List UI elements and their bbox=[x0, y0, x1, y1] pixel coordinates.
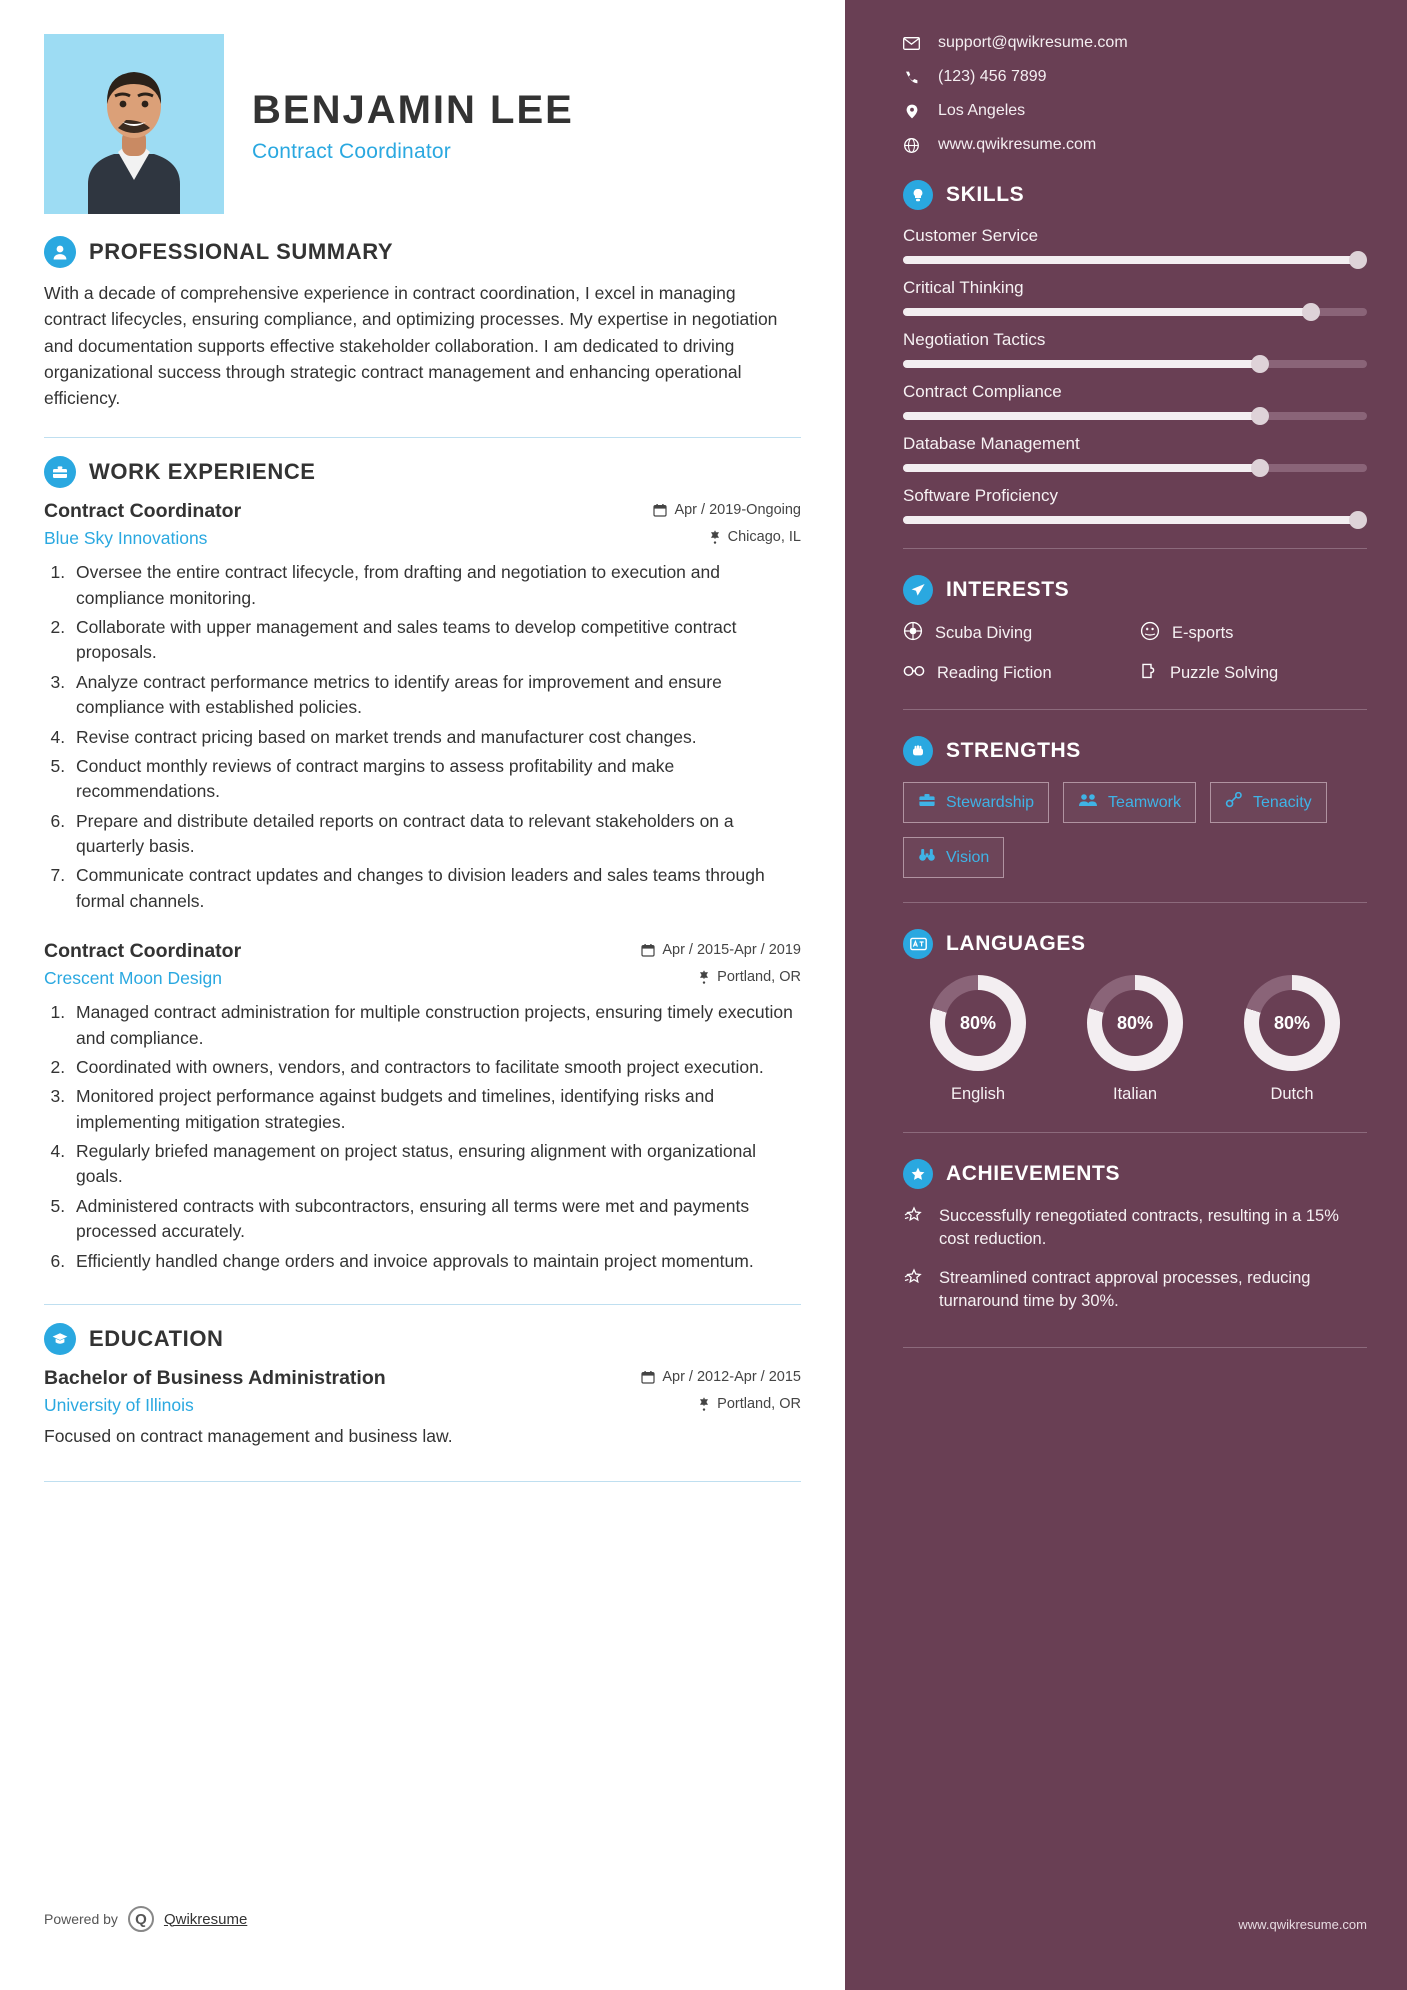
education-entry-row bbox=[44, 1390, 801, 1416]
skill-bar[interactable] bbox=[903, 516, 1367, 524]
strength-label: Tenacity bbox=[1252, 793, 1312, 811]
section-education bbox=[44, 1323, 801, 1447]
briefcase-icon bbox=[918, 792, 936, 813]
star-icon bbox=[903, 1267, 925, 1313]
avatar bbox=[44, 34, 224, 214]
section-title: PROFESSIONAL SUMMARY bbox=[89, 239, 394, 264]
list-item: 2. Collaborate with upper management and sales teams to develop competitive contract proposals. bbox=[70, 615, 801, 666]
divider bbox=[903, 1132, 1367, 1133]
work-job-title: Contract Coordinator bbox=[44, 500, 242, 523]
language-badge-icon bbox=[903, 929, 933, 959]
skill-label: Software Proficiency bbox=[903, 486, 1058, 505]
section-title: ACHIEVEMENTS bbox=[946, 1162, 1121, 1185]
calendar-icon bbox=[641, 943, 655, 957]
user-icon bbox=[44, 236, 76, 268]
skill-label: Customer Service bbox=[903, 226, 1039, 245]
strength-item bbox=[903, 837, 1004, 878]
work-job-title: Contract Coordinator bbox=[44, 940, 242, 963]
achievement-item bbox=[903, 1205, 1367, 1251]
strength-label: Stewardship bbox=[946, 793, 1035, 811]
list-item: 4. Revise contract pricing based on market trends and manufacturer cost changes. bbox=[70, 725, 801, 750]
languages-grid bbox=[903, 975, 1367, 1104]
skill-label: Critical Thinking bbox=[903, 278, 1024, 297]
achievement-text: Successfully renegotiated contracts, resulting in a 15% cost reduction. bbox=[939, 1207, 1339, 1249]
interest-label: Reading Fiction bbox=[937, 664, 1052, 682]
section-title: WORK EXPERIENCE bbox=[89, 459, 316, 485]
skill-bar[interactable] bbox=[903, 412, 1367, 420]
divider bbox=[903, 709, 1367, 710]
language-label: Dutch bbox=[1270, 1085, 1314, 1103]
list-item: 6. Prepare and distribute detailed reports on contract data to relevant stakeholders on a quarterly basis. bbox=[70, 809, 801, 860]
language-item bbox=[903, 975, 1053, 1104]
language-item bbox=[1060, 975, 1210, 1104]
strength-label: Vision bbox=[946, 848, 990, 866]
work-entry-row bbox=[44, 500, 801, 523]
section-title: STRENGTHS bbox=[946, 739, 1081, 762]
summary-text: With a decade of comprehensive experience in contract coordination, I excel in managing contract lifecycles, ensuring compliance, and optimizing processes. My expertise in negotiation and documentation supports effective stakeholder collaboration. I am dedicated to driving organizational success through strategic contract management and enhancing operational efficiency. bbox=[44, 283, 778, 408]
location-icon bbox=[903, 104, 920, 119]
calendar-icon bbox=[641, 1370, 655, 1384]
section-header bbox=[903, 180, 1367, 210]
divider bbox=[903, 548, 1367, 549]
bulb-icon bbox=[903, 180, 933, 210]
team-icon bbox=[1078, 792, 1098, 813]
divider bbox=[44, 437, 801, 438]
work-entry-row bbox=[44, 940, 801, 963]
job-role-subtitle: Contract Coordinator bbox=[252, 140, 451, 163]
skill-item bbox=[903, 382, 1367, 420]
section-title: LANGUAGES bbox=[946, 932, 1086, 955]
education-entry-row bbox=[44, 1367, 801, 1390]
skill-label: Negotiation Tactics bbox=[903, 330, 1046, 349]
interest-item bbox=[903, 662, 1130, 685]
language-label: English bbox=[950, 1085, 1006, 1103]
list-item: 7. Communicate contract updates and changes to division leaders and sales teams through formal channels. bbox=[70, 863, 801, 914]
briefcase-icon bbox=[44, 456, 76, 488]
divider bbox=[903, 1347, 1367, 1348]
puzzle-icon bbox=[1140, 662, 1158, 685]
list-item: 6. Efficiently handled change orders and invoice approvals to maintain project momentum. bbox=[70, 1249, 801, 1274]
contact-website[interactable] bbox=[903, 136, 1367, 154]
divider bbox=[44, 1304, 801, 1305]
contact-location-text: Los Angeles bbox=[938, 102, 1026, 119]
work-dates bbox=[653, 502, 801, 518]
skill-bar[interactable] bbox=[903, 308, 1367, 316]
skill-label: Contract Compliance bbox=[903, 382, 1062, 401]
language-label: Italian bbox=[1112, 1085, 1158, 1103]
contact-website-text: www.qwikresume.com bbox=[938, 136, 1097, 153]
skill-item bbox=[903, 278, 1367, 316]
resume-header bbox=[44, 34, 801, 214]
list-item: 1. Managed contract administration for multiple construction projects, ensuring timely execution and compliance. bbox=[70, 1000, 801, 1051]
esports-icon bbox=[1140, 621, 1160, 646]
skill-item bbox=[903, 226, 1367, 264]
language-item bbox=[1217, 975, 1367, 1104]
star-badge-icon bbox=[903, 1159, 933, 1189]
contact-phone-text: (123) 456 7899 bbox=[938, 68, 1047, 85]
pin-icon bbox=[709, 530, 721, 544]
list-item: 3. Analyze contract performance metrics to identify areas for improvement and ensure compliance with established policies. bbox=[70, 670, 801, 721]
section-professional-summary bbox=[44, 236, 801, 411]
education-location bbox=[698, 1396, 801, 1412]
name-block bbox=[252, 34, 574, 164]
send-icon bbox=[903, 575, 933, 605]
language-value: 80% bbox=[945, 990, 1011, 1056]
section-title: INTERESTS bbox=[946, 578, 1070, 601]
work-location-text: Portland, OR bbox=[717, 969, 801, 986]
section-header bbox=[44, 236, 801, 268]
strength-item bbox=[903, 782, 1049, 823]
strength-item bbox=[1063, 782, 1196, 823]
skill-item bbox=[903, 434, 1367, 472]
star-icon bbox=[903, 1205, 925, 1251]
achievement-text: Streamlined contract approval processes, reducing turnaround time by 30%. bbox=[939, 1269, 1311, 1311]
skill-item bbox=[903, 486, 1367, 524]
resume-sidebar bbox=[845, 0, 1407, 1990]
section-header bbox=[44, 1323, 801, 1355]
skill-label: Database Management bbox=[903, 434, 1080, 453]
globe-icon bbox=[903, 138, 920, 153]
qwikresume-link[interactable]: Qwikresume bbox=[163, 1910, 248, 1928]
language-donut bbox=[1087, 975, 1183, 1071]
contact-list bbox=[903, 34, 1367, 154]
work-bullets bbox=[70, 1000, 801, 1274]
interest-label: E-sports bbox=[1172, 624, 1234, 642]
education-dates bbox=[641, 1369, 801, 1385]
section-strengths bbox=[903, 736, 1367, 878]
section-title: EDUCATION bbox=[89, 1325, 224, 1351]
qwikresume-logo-icon: Q bbox=[128, 1906, 154, 1932]
interest-label: Scuba Diving bbox=[935, 624, 1033, 642]
pin-icon bbox=[698, 970, 710, 984]
section-achievements bbox=[903, 1159, 1367, 1313]
work-location-text: Chicago, IL bbox=[727, 529, 801, 546]
work-entry bbox=[44, 500, 801, 914]
contact-email[interactable] bbox=[903, 34, 1367, 52]
list-item: 2. Coordinated with owners, vendors, and contractors to facilitate smooth project execution. bbox=[70, 1055, 801, 1080]
achievement-item bbox=[903, 1267, 1367, 1313]
work-dates-text: Apr / 2019-Ongoing bbox=[674, 502, 801, 519]
sidebar-footer-site: www.qwikresume.com bbox=[1238, 1917, 1367, 1932]
section-header bbox=[903, 575, 1367, 605]
list-item: 5. Conduct monthly reviews of contract margins to assess profitability and make recommendations. bbox=[70, 754, 801, 805]
page-title: BENJAMIN LEE bbox=[252, 88, 574, 132]
language-donut bbox=[1244, 975, 1340, 1071]
education-school: University of Illinois bbox=[44, 1394, 194, 1415]
contact-location bbox=[903, 102, 1367, 120]
section-work-experience bbox=[44, 456, 801, 1274]
work-dates bbox=[641, 942, 801, 958]
work-company: Crescent Moon Design bbox=[44, 968, 222, 989]
interests-grid bbox=[903, 621, 1367, 685]
section-header bbox=[903, 929, 1367, 959]
footer-branding bbox=[44, 1906, 247, 1932]
calendar-icon bbox=[653, 503, 667, 517]
skill-bar[interactable] bbox=[903, 464, 1367, 472]
strengths-grid bbox=[903, 782, 1367, 878]
contact-phone[interactable] bbox=[903, 68, 1367, 86]
link-icon bbox=[1225, 792, 1243, 813]
glasses-icon bbox=[903, 664, 925, 683]
fist-icon bbox=[903, 736, 933, 766]
phone-icon bbox=[903, 70, 920, 85]
email-icon bbox=[903, 37, 920, 50]
divider bbox=[44, 1481, 801, 1482]
language-value: 80% bbox=[1102, 990, 1168, 1056]
section-header bbox=[903, 736, 1367, 766]
strength-label: Teamwork bbox=[1108, 793, 1181, 811]
work-bullets bbox=[70, 560, 801, 914]
education-description: Focused on contract management and business law. bbox=[44, 1425, 453, 1446]
work-dates-text: Apr / 2015-Apr / 2019 bbox=[662, 942, 801, 959]
section-header bbox=[44, 456, 801, 488]
interest-label: Puzzle Solving bbox=[1170, 664, 1279, 682]
pin-icon bbox=[698, 1397, 710, 1411]
skill-item bbox=[903, 330, 1367, 368]
work-entry-row bbox=[44, 523, 801, 549]
interest-item bbox=[1140, 621, 1367, 646]
section-interests bbox=[903, 575, 1367, 685]
list-item: 3. Monitored project performance against budgets and timelines, identifying risks and implementing mitigation strategies. bbox=[70, 1084, 801, 1135]
divider bbox=[903, 902, 1367, 903]
scuba-icon bbox=[903, 621, 923, 646]
section-header bbox=[903, 1159, 1367, 1189]
interest-item bbox=[903, 621, 1130, 646]
section-skills bbox=[903, 180, 1367, 524]
interest-item bbox=[1140, 662, 1367, 685]
work-location bbox=[709, 529, 801, 545]
skill-bar[interactable] bbox=[903, 256, 1367, 264]
strength-item bbox=[1210, 782, 1327, 823]
binoculars-icon bbox=[918, 847, 936, 868]
contact-email-text: support@qwikresume.com bbox=[938, 34, 1128, 51]
work-entry-row bbox=[44, 963, 801, 989]
graduation-cap-icon bbox=[44, 1323, 76, 1355]
education-location-text: Portland, OR bbox=[717, 1395, 801, 1412]
list-item: 4. Regularly briefed management on project status, ensuring alignment with organizational goals. bbox=[70, 1139, 801, 1190]
list-item: 1. Oversee the entire contract lifecycle, from drafting and negotiation to execution and compliance monitoring. bbox=[70, 560, 801, 611]
section-languages bbox=[903, 929, 1367, 1104]
work-company: Blue Sky Innovations bbox=[44, 528, 208, 549]
section-title: SKILLS bbox=[946, 183, 1025, 206]
language-donut bbox=[930, 975, 1026, 1071]
education-dates-text: Apr / 2012-Apr / 2015 bbox=[662, 1368, 801, 1385]
language-value: 80% bbox=[1259, 990, 1325, 1056]
skill-bar[interactable] bbox=[903, 360, 1367, 368]
work-entry bbox=[44, 940, 801, 1274]
list-item: 5. Administered contracts with subcontractors, ensuring all terms were met and payments processed accurately. bbox=[70, 1194, 801, 1245]
work-location bbox=[698, 969, 801, 985]
powered-by-label: Powered by bbox=[44, 1911, 118, 1927]
education-degree: Bachelor of Business Administration bbox=[44, 1366, 386, 1389]
